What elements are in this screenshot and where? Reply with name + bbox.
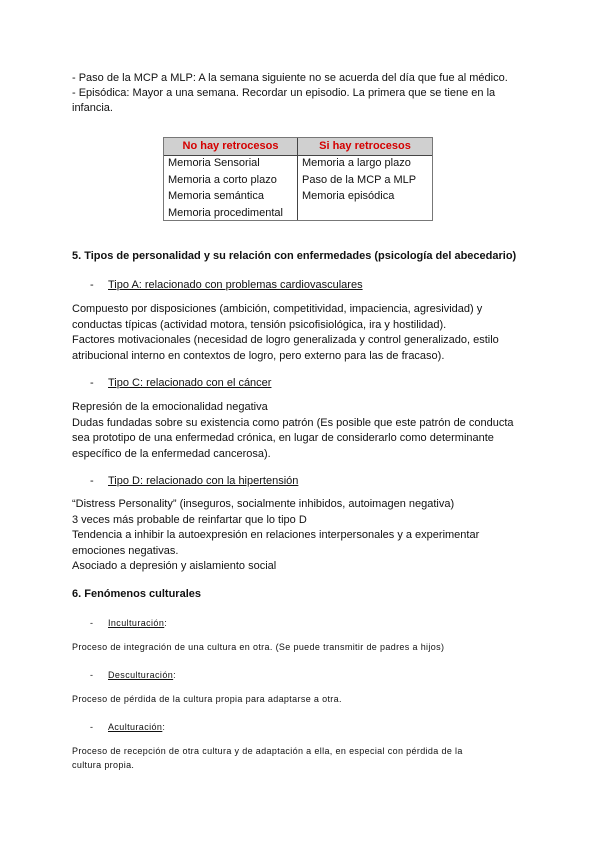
- inculturacion-definition: Proceso de integración de una cultura en otra. (Se puede transmitir de padres a hijos): [72, 642, 445, 652]
- type-d-paragraph: [72, 497, 479, 575]
- memory-table: [163, 137, 433, 221]
- table-cell: Memoria a largo plazo: [302, 157, 411, 169]
- bullet-dash: -: [90, 670, 94, 680]
- desculturacion-definition: Proceso de pérdida de la cultura propia para adaptarse a otra.: [72, 694, 342, 704]
- intro-line: - Paso de la MCP a MLP: A la semana siguiente no se acuerda del día que fue al médico.: [72, 72, 508, 84]
- table-cell: Memoria semántica: [168, 190, 264, 202]
- paragraph-line: sea prototipo de una enfermedad crónica, en lugar de considerarlo como determinante: [72, 432, 494, 444]
- table-column-si-retrocesos: [298, 138, 432, 220]
- bullet-dash: -: [90, 279, 94, 291]
- type-a-heading: Tipo A: relacionado con problemas cardiovasculares: [108, 279, 363, 291]
- paragraph-line: Compuesto por disposiciones (ambición, competitividad, impaciencia, agresividad) y: [72, 303, 483, 315]
- section-6-title: 6. Fenómenos culturales: [72, 588, 201, 600]
- table-cell: Memoria Sensorial: [168, 157, 260, 169]
- table-cell: Paso de la MCP a MLP: [302, 173, 417, 186]
- inculturacion-term: Inculturación: [108, 618, 165, 628]
- bullet-dash: -: [90, 722, 94, 732]
- table-header-si-retrocesos: Si hay retrocesos: [319, 140, 411, 152]
- paragraph-line: Tendencia a inhibir la autoexpresión en relaciones interpersonales y a experimentar: [72, 529, 480, 541]
- paragraph-line: específico de la enfermedad cancerosa).: [72, 447, 271, 460]
- section-5-title: 5. Tipos de personalidad y su relación con enfermedades (psicología del abecedario): [72, 250, 517, 262]
- desculturacion-term: Desculturación: [108, 670, 174, 680]
- paragraph-line: atribucional interno en contextos de logro, pero externo para las de fracaso).: [72, 349, 445, 362]
- table-cell: Memoria episódica: [302, 190, 395, 202]
- aculturacion-term: Aculturación: [108, 722, 163, 732]
- paragraph-line: 3 veces más probable de reinfartar que lo tipo D: [72, 513, 307, 526]
- intro-line: infancia.: [72, 102, 113, 114]
- type-a-paragraph: [72, 302, 499, 364]
- type-c-paragraph: [72, 400, 514, 462]
- definition-line: cultura propia.: [72, 760, 135, 770]
- bullet-dash: -: [90, 377, 94, 389]
- type-c-heading: Tipo C: relacionado con el cáncer: [108, 377, 272, 389]
- intro-line: - Episódica: Mayor a una semana. Recordar un episodio. La primera que se tiene en la: [72, 87, 496, 99]
- paragraph-line: Represión de la emocionalidad negativa: [72, 401, 268, 413]
- paragraph-line: Factores motivacionales (necesidad de logro generalizada y control generalizado, estilo: [72, 334, 499, 346]
- table-column-no-retrocesos: [164, 138, 298, 220]
- paragraph-line: “Distress Personality” (inseguros, socialmente inhibidos, autoimagen negativa): [72, 498, 455, 510]
- definition-line: Proceso de recepción de otra cultura y de adaptación a ella, en especial con pérdida de la: [72, 746, 463, 756]
- type-d-heading: Tipo D: relacionado con la hipertensión: [108, 475, 299, 487]
- colon: :: [162, 722, 166, 732]
- paragraph-line: conductas típicas (actividad motora, tensión psicofisiológica, ira y hostilidad).: [72, 318, 447, 331]
- colon: :: [164, 618, 168, 628]
- paragraph-line: emociones negativas.: [72, 544, 179, 557]
- table-header-no-retrocesos: No hay retrocesos: [182, 140, 279, 152]
- table-cell: Memoria procedimental: [168, 206, 283, 219]
- colon: :: [173, 670, 177, 680]
- bullet-dash: -: [90, 475, 94, 487]
- intro-text: [72, 71, 542, 116]
- table-cell: Memoria a corto plazo: [168, 173, 277, 186]
- aculturacion-definition: [72, 744, 463, 772]
- paragraph-line: Asociado a depresión y aislamiento social: [72, 560, 277, 572]
- paragraph-line: Dudas fundadas sobre su existencia como patrón (Es posible que este patrón de conducta: [72, 416, 514, 429]
- bullet-dash: -: [90, 618, 94, 628]
